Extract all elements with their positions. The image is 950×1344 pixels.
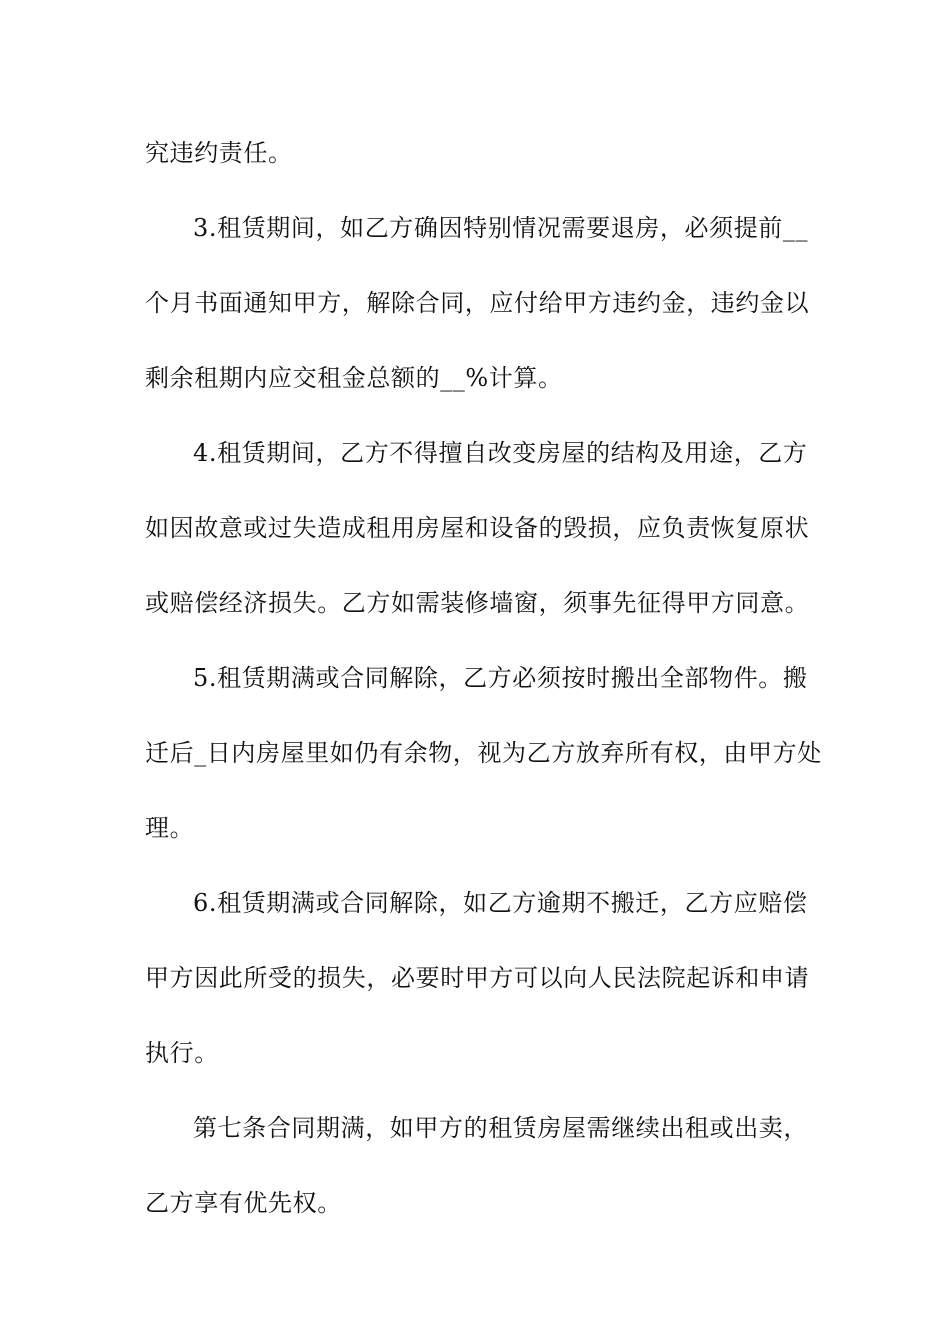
- text-line: 第七条合同期满，如甲方的租赁房屋需继续出租或出卖，: [193, 1114, 808, 1142]
- text-line: 甲方因此所受的损失，必要时甲方可以向人民法院起诉和申请: [145, 964, 810, 992]
- text-line: 或赔偿经济损失。乙方如需装修墙窗，须事先征得甲方同意。: [145, 589, 810, 617]
- text-line: 执行。: [145, 1039, 219, 1067]
- text-line: 如因故意或过失造成租用房屋和设备的毁损，应负责恢复原状: [145, 514, 810, 542]
- text-line: 3.租赁期间，如乙方确因特别情况需要退房，必须提前__: [193, 214, 809, 242]
- text-line: 理。: [145, 814, 195, 842]
- text-line: 6.租赁期满或合同解除，如乙方逾期不搬迁，乙方应赔偿: [193, 889, 808, 917]
- text-line: 5.租赁期满或合同解除，乙方必须按时搬出全部物件。搬: [193, 664, 808, 692]
- text-line: 究违约责任。: [145, 139, 293, 167]
- text-line: 剩余租期内应交租金总额的__%计算。: [145, 364, 563, 392]
- text-line: 乙方享有优先权。: [145, 1189, 342, 1217]
- text-line: 迁后_日内房屋里如仍有余物，视为乙方放弃所有权，由甲方处: [145, 739, 822, 767]
- text-line: 4.租赁期间，乙方不得擅自改变房屋的结构及用途，乙方: [193, 439, 808, 467]
- text-line: 个月书面通知甲方，解除合同，应付给甲方违约金，违约金以: [145, 289, 810, 317]
